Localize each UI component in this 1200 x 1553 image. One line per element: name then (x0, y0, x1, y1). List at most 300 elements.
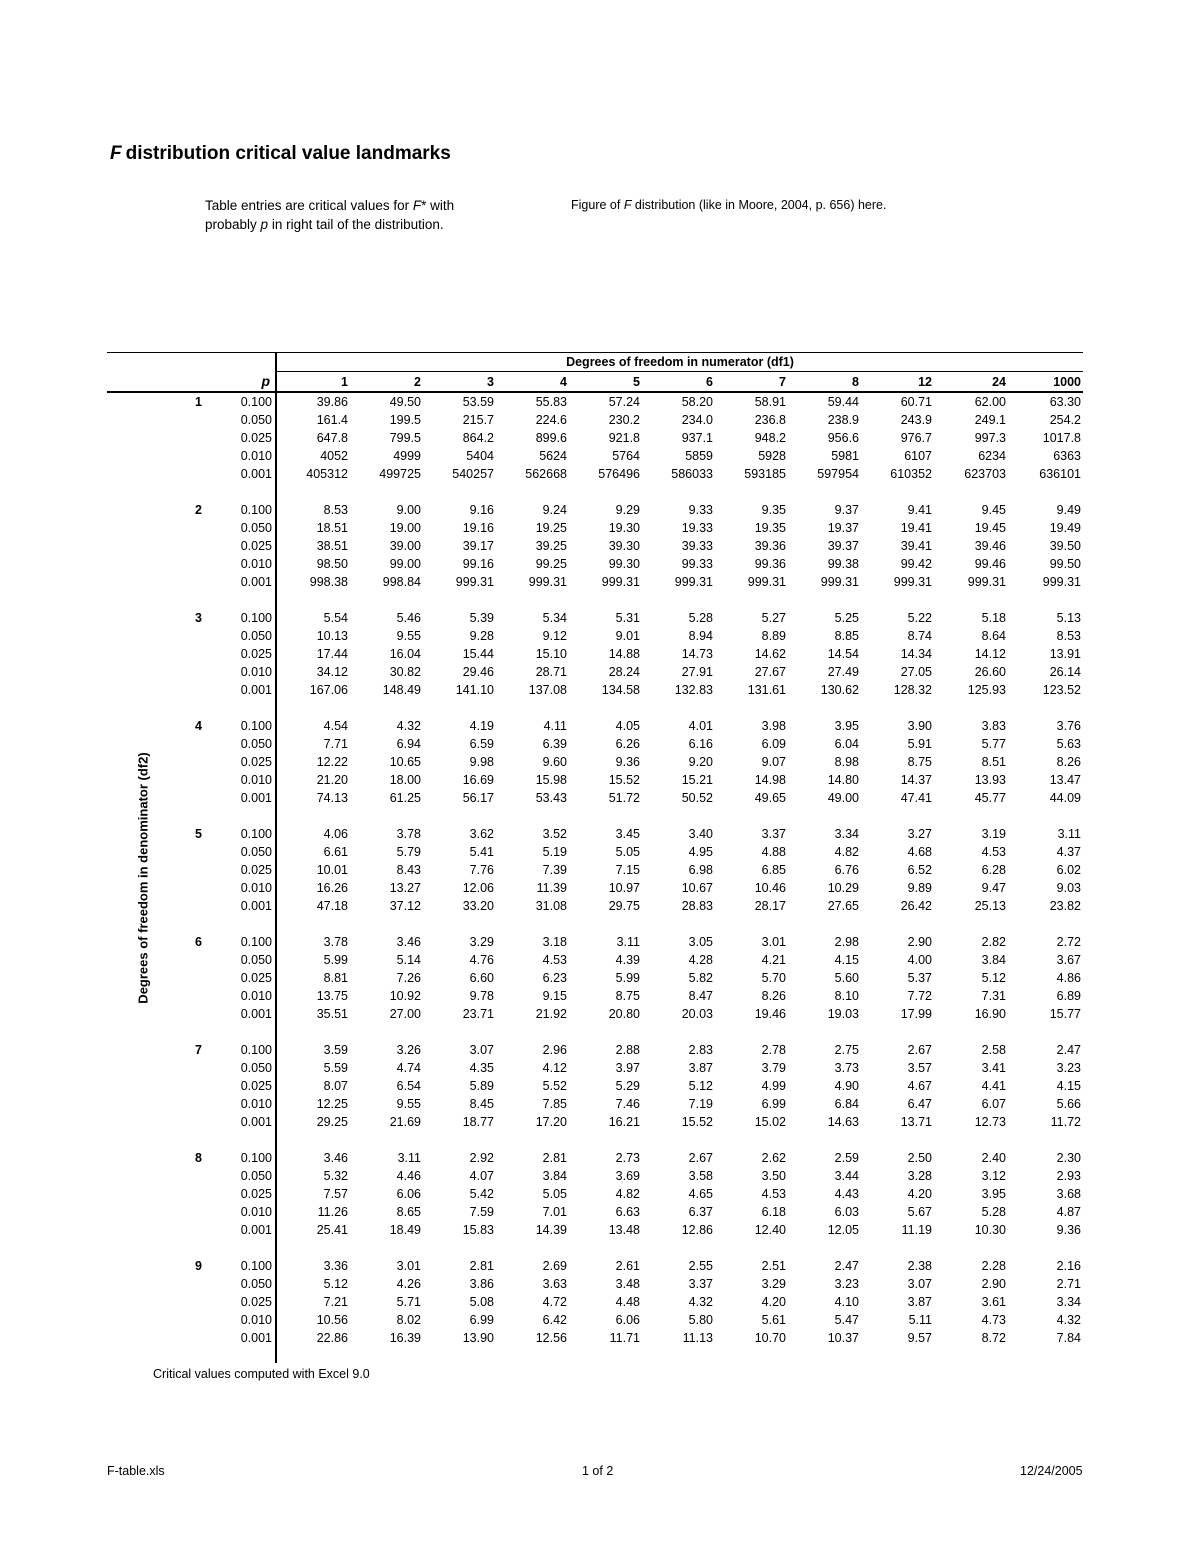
table-cell: 17.20 (535, 1115, 567, 1129)
table-cell: 9.41 (907, 503, 932, 517)
title-text: distribution critical value landmarks (125, 143, 451, 164)
table-cell: 3.07 (907, 1277, 932, 1291)
table-cell: 230.2 (608, 413, 640, 427)
table-cell: 5981 (831, 449, 859, 463)
table-cell: 5.42 (469, 1187, 494, 1201)
table-cell: 9.60 (542, 755, 567, 769)
table-cell: 799.5 (389, 431, 421, 445)
table-cell: 4.82 (834, 845, 859, 859)
df1-header-8: 8 (852, 375, 859, 389)
table-cell: 19.37 (827, 521, 859, 535)
table-cell: 4.53 (981, 845, 1006, 859)
table-cell: 17.44 (316, 647, 348, 661)
table-cell: 27.05 (900, 665, 932, 679)
table-cell: 2.59 (834, 1151, 859, 1165)
table-cell: 33.20 (462, 899, 494, 913)
figure-note-text-2: distribution (like in Moore, 2004, p. 656) here. (631, 198, 887, 212)
table-cell: 9.03 (1056, 881, 1081, 895)
table-cell: 137.08 (528, 683, 567, 697)
table-cell: 49.65 (754, 791, 786, 805)
table-cell: 6.07 (981, 1097, 1006, 1111)
table-cell: 2.98 (834, 935, 859, 949)
p-value: 0.050 (240, 521, 272, 535)
table-cell: 99.33 (681, 557, 713, 571)
table-cell: 9.55 (396, 1097, 421, 1111)
table-cell: 937.1 (681, 431, 713, 445)
table-cell: 132.83 (674, 683, 713, 697)
table-cell: 39.17 (462, 539, 494, 553)
p-value: 0.025 (240, 1295, 272, 1309)
table-cell: 5764 (612, 449, 640, 463)
table-cell: 39.41 (900, 539, 932, 553)
table-cell: 8.26 (761, 989, 786, 1003)
table-cell: 5.29 (615, 1079, 640, 1093)
table-cell: 63.30 (1049, 395, 1081, 409)
table-cell: 21.69 (389, 1115, 421, 1129)
table-cell: 7.84 (1056, 1331, 1081, 1345)
table-cell: 4.48 (615, 1295, 640, 1309)
table-cell: 3.23 (1056, 1061, 1081, 1075)
table-cell: 2.81 (542, 1151, 567, 1165)
table-cell: 4.53 (761, 1187, 786, 1201)
table-cell: 12.86 (681, 1223, 713, 1237)
p-value: 0.001 (240, 575, 272, 589)
table-cell: 2.30 (1056, 1151, 1081, 1165)
table-cell: 999.31 (967, 575, 1006, 589)
table-cell: 5.79 (396, 845, 421, 859)
table-cell: 11.39 (536, 881, 567, 895)
table-cell: 3.79 (761, 1061, 786, 1075)
table-cell: 2.67 (688, 1151, 713, 1165)
table-cell: 5.91 (907, 737, 932, 751)
table-cell: 999.31 (820, 575, 859, 589)
table-cell: 19.41 (900, 521, 932, 535)
table-cell: 7.59 (469, 1205, 494, 1219)
table-cell: 4.37 (1056, 845, 1081, 859)
table-cell: 540257 (452, 467, 494, 481)
table-cell: 4.35 (469, 1061, 494, 1075)
table-cell: 921.8 (608, 431, 640, 445)
p-value: 0.025 (240, 863, 272, 877)
table-cell: 14.80 (827, 773, 859, 787)
table-cell: 19.35 (754, 521, 786, 535)
df2-label-3: 3 (195, 611, 202, 625)
table-cell: 5.54 (323, 611, 348, 625)
table-cell: 238.9 (827, 413, 859, 427)
table-cell: 3.01 (396, 1259, 421, 1273)
table-cell: 9.55 (396, 629, 421, 643)
table-cell: 49.50 (389, 395, 421, 409)
df1-header-1000: 1000 (1053, 375, 1081, 389)
table-cell: 21.20 (316, 773, 348, 787)
table-cell: 5.99 (323, 953, 348, 967)
table-cell: 30.82 (389, 665, 421, 679)
table-cell: 27.91 (681, 665, 713, 679)
table-cell: 19.00 (389, 521, 421, 535)
p-value: 0.010 (240, 1313, 272, 1327)
table-cell: 562668 (525, 467, 567, 481)
table-cell: 5.08 (469, 1295, 494, 1309)
table-cell: 12.40 (754, 1223, 786, 1237)
table-cell: 199.5 (389, 413, 421, 427)
table-cell: 11.19 (901, 1223, 932, 1237)
table-cell: 4.68 (907, 845, 932, 859)
table-cell: 3.62 (469, 827, 494, 841)
table-cell: 5.12 (688, 1079, 713, 1093)
table-cell: 5.14 (396, 953, 421, 967)
table-cell: 99.42 (900, 557, 932, 571)
table-cell: 224.6 (535, 413, 567, 427)
table-cell: 2.16 (1056, 1259, 1081, 1273)
table-cell: 44.09 (1049, 791, 1081, 805)
p-value: 0.001 (240, 791, 272, 805)
table-cell: 5.28 (981, 1205, 1006, 1219)
table-cell: 5.19 (542, 845, 567, 859)
table-cell: 4.06 (323, 827, 348, 841)
table-cell: 999.31 (528, 575, 567, 589)
table-cell: 6.23 (542, 971, 567, 985)
table-cell: 19.03 (827, 1007, 859, 1021)
table-cell: 9.57 (907, 1331, 932, 1345)
table-cell: 16.04 (389, 647, 421, 661)
table-cell: 2.38 (907, 1259, 932, 1273)
p-value: 0.100 (240, 827, 272, 841)
footer-page-number: 1 of 2 (582, 1464, 614, 1478)
table-cell: 53.59 (462, 395, 494, 409)
table-cell: 19.33 (681, 521, 713, 535)
table-cell: 997.3 (974, 431, 1006, 445)
table-cell: 4.05 (615, 719, 640, 733)
table-cell: 6.94 (396, 737, 421, 751)
table-cell: 7.21 (323, 1295, 348, 1309)
p-value: 0.050 (240, 629, 272, 643)
table-cell: 623703 (964, 467, 1006, 481)
table-cell: 26.14 (1049, 665, 1081, 679)
table-cell: 5.28 (688, 611, 713, 625)
table-cell: 6.99 (761, 1097, 786, 1111)
p-value: 0.001 (240, 467, 272, 481)
table-cell: 4.86 (1056, 971, 1081, 985)
table-cell: 6.42 (542, 1313, 567, 1327)
table-cell: 9.35 (761, 503, 786, 517)
table-cell: 3.26 (396, 1043, 421, 1057)
table-cell: 4.88 (761, 845, 786, 859)
table-cell: 8.81 (323, 971, 348, 985)
table-cell: 5.11 (908, 1313, 932, 1327)
table-cell: 3.50 (761, 1169, 786, 1183)
table-top-rule (107, 352, 1083, 353)
df2-label-1: 1 (195, 395, 202, 409)
table-cell: 14.12 (974, 647, 1006, 661)
table-cell: 4.20 (761, 1295, 786, 1309)
table-cell: 5.67 (907, 1205, 932, 1219)
table-cell: 130.62 (820, 683, 859, 697)
table-cell: 99.38 (827, 557, 859, 571)
table-cell: 4.90 (834, 1079, 859, 1093)
table-cell: 10.01 (316, 863, 348, 877)
table-cell: 5.89 (469, 1079, 494, 1093)
table-cell: 25.41 (316, 1223, 348, 1237)
table-cell: 2.61 (615, 1259, 640, 1273)
table-cell: 12.22 (316, 755, 348, 769)
table-cell: 2.67 (907, 1043, 932, 1057)
p-value: 0.050 (240, 737, 272, 751)
table-cell: 4.41 (981, 1079, 1006, 1093)
table-cell: 134.58 (601, 683, 640, 697)
table-cell: 5404 (466, 449, 494, 463)
table-cell: 597954 (817, 467, 859, 481)
table-cell: 998.84 (382, 575, 421, 589)
table-cell: 5.52 (542, 1079, 567, 1093)
table-cell: 3.48 (615, 1277, 640, 1291)
table-cell: 4.32 (396, 719, 421, 733)
table-cell: 8.10 (834, 989, 859, 1003)
df2-label-2: 2 (195, 503, 202, 517)
table-cell: 15.52 (608, 773, 640, 787)
table-cell: 27.00 (389, 1007, 421, 1021)
p-value: 0.100 (240, 935, 272, 949)
computation-note: Critical values computed with Excel 9.0 (153, 1367, 370, 1381)
table-cell: 3.36 (323, 1259, 348, 1273)
table-cell: 25.13 (974, 899, 1006, 913)
table-cell: 7.31 (981, 989, 1006, 1003)
table-cell: 74.13 (316, 791, 348, 805)
table-cell: 13.48 (608, 1223, 640, 1237)
table-cell: 3.73 (834, 1061, 859, 1075)
table-cell: 976.7 (900, 431, 932, 445)
table-cell: 18.00 (389, 773, 421, 787)
table-cell: 3.87 (688, 1061, 713, 1075)
table-cell: 5.82 (688, 971, 713, 985)
table-cell: 3.76 (1056, 719, 1081, 733)
table-cell: 61.25 (389, 791, 421, 805)
p-value: 0.100 (240, 1259, 272, 1273)
df1-header-4: 4 (560, 375, 567, 389)
table-cell: 4.39 (615, 953, 640, 967)
table-cell: 5.77 (981, 737, 1006, 751)
table-cell: 5.61 (761, 1313, 786, 1327)
table-cell: 3.29 (761, 1277, 786, 1291)
table-cell: 2.58 (981, 1043, 1006, 1057)
table-cell: 161.4 (316, 413, 348, 427)
table-cell: 3.12 (981, 1169, 1006, 1183)
p-value: 0.100 (240, 503, 272, 517)
table-cell: 9.20 (688, 755, 713, 769)
table-cell: 3.59 (323, 1043, 348, 1057)
table-cell: 20.80 (608, 1007, 640, 1021)
table-cell: 15.52 (681, 1115, 713, 1129)
table-cell: 4.73 (981, 1313, 1006, 1327)
table-cell: 39.46 (974, 539, 1006, 553)
table-cell: 34.12 (316, 665, 348, 679)
table-cell: 5.22 (907, 611, 932, 625)
p-value: 0.001 (240, 1115, 272, 1129)
table-cell: 3.11 (616, 935, 640, 949)
table-cell: 3.58 (688, 1169, 713, 1183)
table-cell: 576496 (598, 467, 640, 481)
table-cell: 2.50 (907, 1151, 932, 1165)
table-cell: 249.1 (974, 413, 1006, 427)
table-cell: 6.28 (981, 863, 1006, 877)
table-cell: 6.61 (323, 845, 348, 859)
table-cell: 3.83 (981, 719, 1006, 733)
table-cell: 2.78 (761, 1043, 786, 1057)
table-cell: 29.46 (462, 665, 494, 679)
table-cell: 10.92 (389, 989, 421, 1003)
table-cell: 15.21 (681, 773, 713, 787)
table-cell: 7.39 (542, 863, 567, 877)
table-cell: 13.91 (1049, 647, 1081, 661)
df2-label-6: 6 (195, 935, 202, 949)
table-cell: 19.16 (462, 521, 494, 535)
table-cell: 19.30 (608, 521, 640, 535)
table-cell: 12.56 (535, 1331, 567, 1345)
p-value: 0.050 (240, 1061, 272, 1075)
table-cell: 9.33 (688, 503, 713, 517)
table-cell: 8.43 (396, 863, 421, 877)
table-cell: 57.24 (608, 395, 640, 409)
table-cell: 14.54 (827, 647, 859, 661)
table-cell: 15.83 (462, 1223, 494, 1237)
table-cell: 6.60 (469, 971, 494, 985)
table-cell: 13.90 (462, 1331, 494, 1345)
table-cell: 3.41 (981, 1061, 1006, 1075)
table-cell: 8.26 (1056, 755, 1081, 769)
p-value: 0.001 (240, 1007, 272, 1021)
table-cell: 19.25 (535, 521, 567, 535)
table-cell: 14.39 (535, 1223, 567, 1237)
table-cell: 2.93 (1056, 1169, 1081, 1183)
table-cell: 10.65 (389, 755, 421, 769)
table-cell: 4.72 (542, 1295, 567, 1309)
table-cell: 49.00 (827, 791, 859, 805)
table-cell: 131.61 (747, 683, 786, 697)
table-cell: 3.90 (907, 719, 932, 733)
table-cell: 3.37 (761, 827, 786, 841)
df1-header-24: 24 (992, 375, 1006, 389)
table-cell: 7.01 (542, 1205, 567, 1219)
p-value: 0.100 (240, 1151, 272, 1165)
table-cell: 636101 (1039, 467, 1081, 481)
p-value: 0.010 (240, 557, 272, 571)
table-cell: 5.37 (907, 971, 932, 985)
table-cell: 4.95 (688, 845, 713, 859)
table-cell: 6363 (1053, 449, 1081, 463)
table-cell: 7.57 (323, 1187, 348, 1201)
table-cell: 610352 (890, 467, 932, 481)
table-cell: 5.59 (323, 1061, 348, 1075)
table-cell: 23.71 (462, 1007, 494, 1021)
table-cell: 4.28 (688, 953, 713, 967)
table-cell: 6.18 (761, 1205, 786, 1219)
table-cell: 141.10 (455, 683, 494, 697)
table-cell: 7.71 (323, 737, 348, 751)
table-cell: 3.37 (688, 1277, 713, 1291)
df1-header-5: 5 (633, 375, 640, 389)
table-cell: 16.90 (974, 1007, 1006, 1021)
df2-label-5: 5 (195, 827, 202, 841)
p-value: 0.050 (240, 1169, 272, 1183)
table-cell: 4.82 (615, 1187, 640, 1201)
table-cell: 9.01 (615, 629, 640, 643)
table-cell: 8.07 (323, 1079, 348, 1093)
table-cell: 5.12 (323, 1277, 348, 1291)
table-cell: 9.00 (396, 503, 421, 517)
table-cell: 13.93 (974, 773, 1006, 787)
numerator-header-underline (277, 371, 1083, 372)
footer-filename: F-table.xls (107, 1464, 165, 1478)
p-value: 0.010 (240, 881, 272, 895)
table-cell: 9.36 (615, 755, 640, 769)
table-cell: 6.54 (396, 1079, 421, 1093)
table-cell: 9.29 (615, 503, 640, 517)
table-cell: 3.78 (323, 935, 348, 949)
table-cell: 60.71 (900, 395, 932, 409)
table-cell: 9.24 (542, 503, 567, 517)
table-cell: 5928 (758, 449, 786, 463)
table-cell: 4999 (393, 449, 421, 463)
table-cell: 5.34 (542, 611, 567, 625)
table-cell: 9.07 (761, 755, 786, 769)
table-cell: 5.70 (761, 971, 786, 985)
table-cell: 8.51 (981, 755, 1006, 769)
table-cell: 4.15 (834, 953, 859, 967)
table-cell: 28.24 (608, 665, 640, 679)
table-cell: 9.15 (542, 989, 567, 1003)
table-cell: 14.34 (900, 647, 932, 661)
table-cell: 14.98 (754, 773, 786, 787)
table-cell: 2.92 (469, 1151, 494, 1165)
table-cell: 58.91 (754, 395, 786, 409)
table-cell: 6.09 (761, 737, 786, 751)
table-cell: 4.15 (1056, 1079, 1081, 1093)
table-cell: 167.06 (309, 683, 348, 697)
table-cell: 4.21 (761, 953, 786, 967)
table-cell: 11.26 (317, 1205, 348, 1219)
table-cell: 47.18 (316, 899, 348, 913)
table-cell: 7.46 (615, 1097, 640, 1111)
table-cell: 2.40 (981, 1151, 1006, 1165)
p-value: 0.100 (240, 719, 272, 733)
table-cell: 2.69 (542, 1259, 567, 1273)
table-cell: 6.02 (1056, 863, 1081, 877)
df2-label-7: 7 (195, 1043, 202, 1057)
table-cell: 50.52 (681, 791, 713, 805)
table-cell: 13.71 (900, 1115, 932, 1129)
table-cell: 16.69 (462, 773, 494, 787)
table-cell: 5.66 (1056, 1097, 1081, 1111)
table-cell: 3.11 (1057, 827, 1081, 841)
table-cell: 2.73 (615, 1151, 640, 1165)
table-cell: 13.27 (389, 881, 421, 895)
table-cell: 5.12 (981, 971, 1006, 985)
table-cell: 3.46 (323, 1151, 348, 1165)
table-cell: 899.6 (535, 431, 567, 445)
table-cell: 6.89 (1056, 989, 1081, 1003)
table-cell: 3.68 (1056, 1187, 1081, 1201)
table-cell: 10.56 (316, 1313, 348, 1327)
table-cell: 6234 (978, 449, 1006, 463)
p-value: 0.025 (240, 647, 272, 661)
table-cell: 8.75 (615, 989, 640, 1003)
table-cell: 5.80 (688, 1313, 713, 1327)
table-cell: 4.20 (907, 1187, 932, 1201)
table-cell: 11.72 (1050, 1115, 1081, 1129)
table-cell: 9.47 (981, 881, 1006, 895)
table-cell: 4.26 (396, 1277, 421, 1291)
table-cell: 2.83 (688, 1043, 713, 1057)
table-cell: 8.47 (688, 989, 713, 1003)
